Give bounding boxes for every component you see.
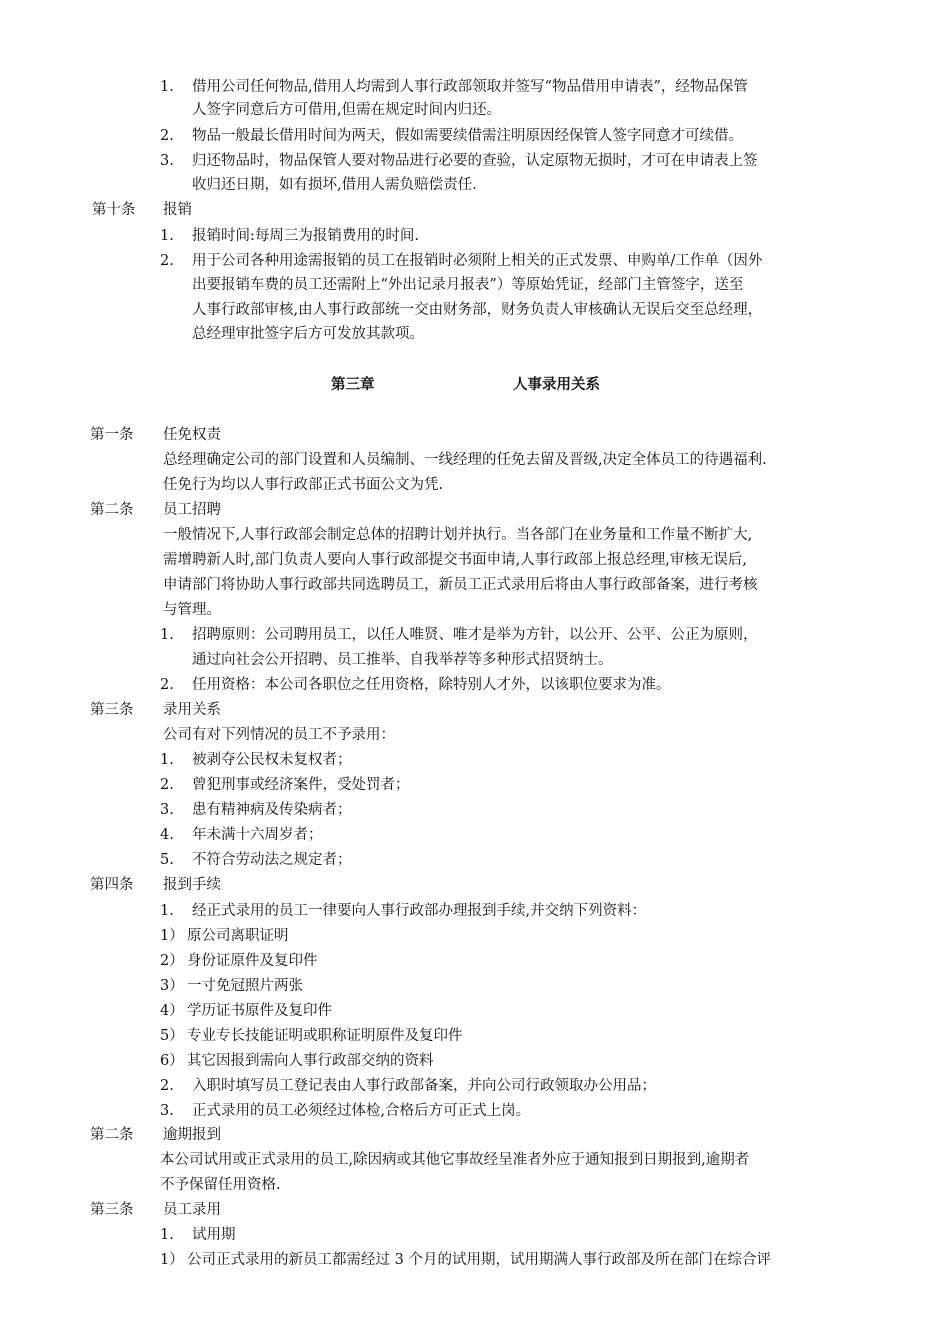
article-title: 任免权责 [163, 427, 221, 443]
paragraph-line: 本公司试用或正式录用的员工,除因病或其他它事故经呈准者外应于通知报到日期报到,逾期者 [160, 1152, 750, 1168]
list-text: 出要报销车费的员工还需附上“外出记录月报表”）等原始凭证，经部门主管签字，送至 [192, 277, 744, 293]
list-text: 招聘原则：公司聘用员工，以任人唯贤、唯才是举为方针，以公开、公平、公正为原则， [192, 627, 758, 643]
sublist-number: 2） [160, 953, 184, 969]
list-text: 总经理审批签字后方可发放其款项。 [192, 326, 424, 342]
paragraph-line: 一般情况下,人事行政部会制定总体的招聘计划并执行。当各部门在业务量和工作量不断扩大, [163, 527, 753, 543]
sublist-number: 1） [160, 928, 184, 944]
sublist-number: 3） [160, 978, 184, 994]
list-number: 2. [160, 677, 174, 693]
list-number: 2. [160, 1078, 174, 1094]
list-text: 收归还日期，如有损坏,借用人需负赔偿责任. [192, 177, 477, 193]
list-number: 1. [160, 627, 174, 643]
list-text: 年未满十六周岁者； [192, 827, 323, 843]
chapter-label: 第三章 [331, 377, 375, 393]
list-text: 试用期 [192, 1227, 236, 1243]
article-label: 第二条 [90, 502, 134, 518]
paragraph-line: 不予保留任用资格. [160, 1177, 281, 1193]
sublist-text: 其它因报到需向人事行政部交纳的资料 [187, 1053, 434, 1069]
list-number: 1. [160, 228, 174, 244]
list-text: 入职时填写员工登记表由人事行政部备案，并向公司行政领取办公用品； [192, 1078, 656, 1094]
paragraph-line: 与管理。 [163, 602, 221, 618]
chapter-title: 人事录用关系 [513, 377, 600, 393]
list-text: 正式录用的员工必须经过体检,合格后方可正式上岗。 [192, 1103, 531, 1119]
list-number: 4. [160, 827, 174, 843]
list-text: 经正式录用的员工一律要向人事行政部办理报到手续,并交纳下列资料： [192, 903, 647, 919]
list-number: 3. [160, 153, 174, 169]
list-number: 2. [160, 777, 174, 793]
list-number: 1. [160, 79, 174, 95]
sublist-text: 公司正式录用的新员工都需经过 3 个月的试用期，试用期满人事行政部及所在部门在综合评 [187, 1252, 771, 1268]
list-text: 被剥夺公民权未复权者； [192, 752, 352, 768]
article-label: 第三条 [90, 1202, 134, 1218]
sublist-number: 5） [160, 1028, 184, 1044]
list-number: 5. [160, 852, 174, 868]
article-title: 逾期报到 [163, 1127, 221, 1143]
paragraph-line: 需增聘新人时,部门负责人要向人事行政部提交书面申请,人事行政部上报总经理,审核无误后, [163, 552, 747, 568]
sublist-text: 一寸免冠照片两张 [187, 978, 303, 994]
list-number: 2. [160, 253, 174, 269]
list-text: 报销时间:每周三为报销费用的时间. [192, 228, 419, 244]
list-text: 用于公司各种用途需报销的员工在报销时必须附上相关的正式发票、申购单/工作单（因外 [192, 253, 763, 269]
article-title: 员工录用 [163, 1202, 221, 1218]
article-label: 第三条 [90, 702, 134, 718]
article-title: 报到手续 [163, 877, 221, 893]
list-text: 物品一般最长借用时间为两天，假如需要续借需注明原因经保管人签字同意才可续借。 [192, 128, 743, 144]
paragraph-line: 申请部门将协助人事行政部共同选聘员工，新员工正式录用后将由人事行政部备案，进行考核 [163, 577, 758, 593]
list-text: 人签字同意后方可借用,但需在规定时间内归还。 [192, 102, 502, 118]
list-text: 借用公司任何物品,借用人均需到人事行政部领取并签写“物品借用申请表”，经物品保管 [192, 79, 748, 95]
sublist-text: 身份证原件及复印件 [187, 953, 318, 969]
list-text: 人事行政部审核,由人事行政部统一交由财务部，财务负责人审核确认无误后交至总经理， [192, 302, 763, 318]
list-text: 任用资格：本公司各职位之任用资格，除特别人才外，以该职位要求为准。 [192, 677, 671, 693]
sublist-number: 1） [160, 1252, 184, 1268]
article-title: 录用关系 [163, 702, 221, 718]
list-text: 通过向社会公开招聘、员工推举、自我举荐等多种形式招贤纳士。 [192, 652, 613, 668]
list-text: 曾犯刑事或经济案件，受处罚者； [192, 777, 410, 793]
list-number: 3. [160, 802, 174, 818]
sublist-number: 6） [160, 1053, 184, 1069]
list-text: 患有精神病及传染病者； [192, 802, 352, 818]
sublist-text: 专业专长技能证明或职称证明原件及复印件 [187, 1028, 463, 1044]
list-text: 不符合劳动法之规定者； [192, 852, 352, 868]
article-title: 员工招聘 [163, 502, 221, 518]
article-label: 第一条 [90, 427, 134, 443]
list-number: 2. [160, 128, 174, 144]
article-label: 第二条 [90, 1127, 134, 1143]
list-number: 1. [160, 903, 174, 919]
paragraph-line: 公司有对下列情况的员工不予录用： [163, 727, 395, 743]
list-number: 1. [160, 1227, 174, 1243]
sublist-text: 原公司离职证明 [187, 928, 289, 944]
sublist-text: 学历证书原件及复印件 [187, 1003, 332, 1019]
article-label: 第十条 [92, 202, 136, 218]
list-number: 1. [160, 752, 174, 768]
article-label: 第四条 [90, 877, 134, 893]
article-title: 报销 [163, 202, 192, 218]
list-text: 归还物品时，物品保管人要对物品进行必要的查验，认定原物无损时，才可在申请表上签 [192, 153, 758, 169]
paragraph-line: 总经理确定公司的部门设置和人员编制、一线经理的任免去留及晋级,决定全体员工的待遇福利. [163, 452, 767, 468]
paragraph-line: 任免行为均以人事行政部正式书面公文为凭. [163, 477, 444, 493]
sublist-number: 4） [160, 1003, 184, 1019]
list-number: 3. [160, 1103, 174, 1119]
